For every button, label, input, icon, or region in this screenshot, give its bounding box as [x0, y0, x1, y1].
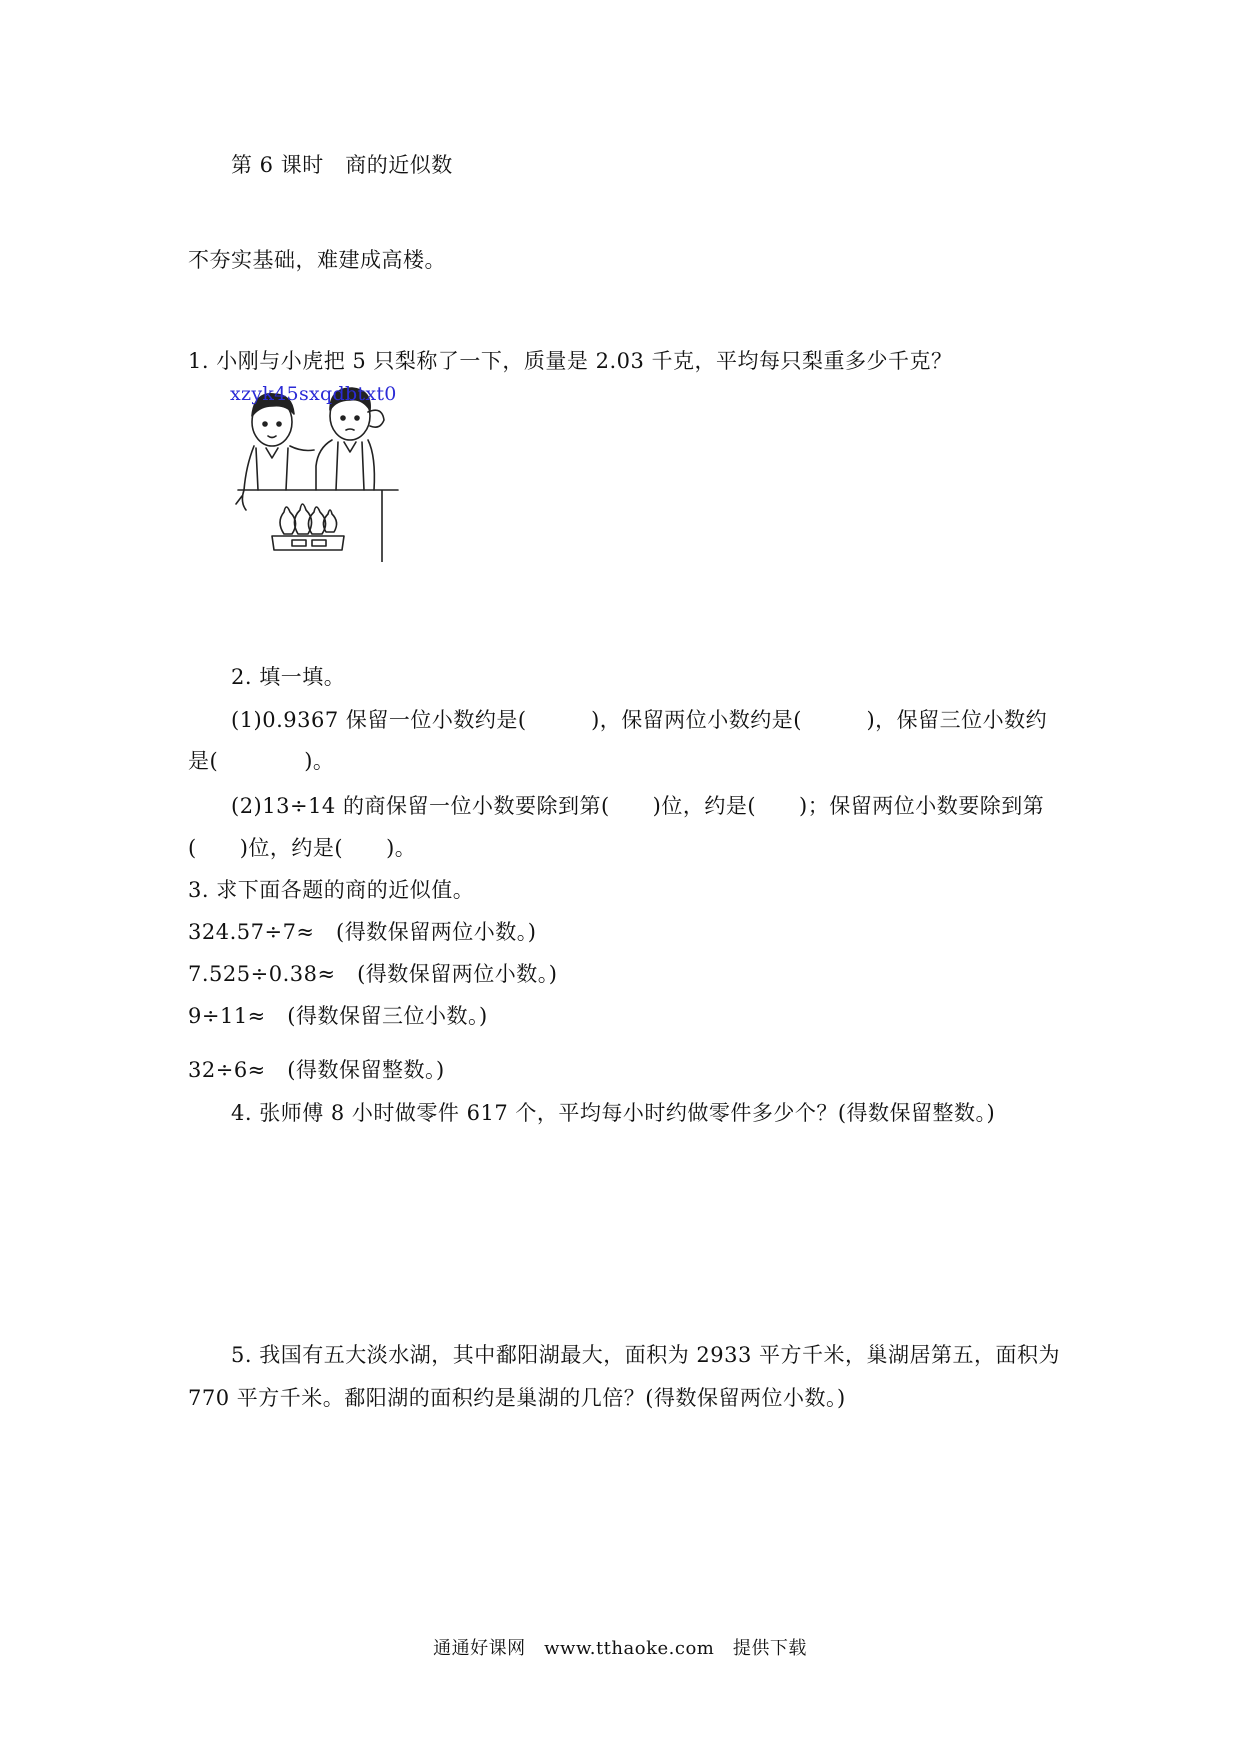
motto: 不夯实基础，难建成高楼。 [188, 248, 446, 272]
question-1: 1. 小刚与小虎把 5 只梨称了一下，质量是 2.03 千克，平均每只梨重多少千克？ [188, 349, 953, 373]
question-3-heading: 3. 求下面各题的商的近似值。 [188, 878, 475, 902]
question-5-line-2: 770 平方千米。鄱阳湖的面积约是巢湖的几倍？(得数保留两位小数。) [188, 1386, 846, 1410]
watermark-code: xzyk45sxqdbtxt0 [230, 383, 397, 405]
footer-source: 通通好课网 www.tthaoke.com 提供下载 [433, 1638, 807, 1659]
question-2-heading: 2. 填一填。 [231, 665, 346, 689]
question-2-part-1-line-1: (1)0.9367 保留一位小数约是( )，保留两位小数约是( )，保留三位小数约 [231, 708, 1048, 732]
question-4: 4. 张师傅 8 小时做零件 617 个，平均每小时约做零件多少个？(得数保留整数。) [231, 1101, 996, 1125]
question-3-item-2: 7.525÷0.38≈ (得数保留两位小数。) [188, 962, 558, 986]
question-3-item-3: 9÷11≈ (得数保留三位小数。) [188, 1004, 488, 1028]
question-5-line-1: 5. 我国有五大淡水湖，其中鄱阳湖最大，面积为 2933 平方千米，巢湖居第五，面积为 [231, 1343, 1061, 1367]
lesson-title: 第 6 课时 商的近似数 [231, 153, 453, 177]
question-2-part-2-line-1: (2)13÷14 的商保留一位小数要除到第( )位，约是( )；保留两位小数要除到第 [231, 794, 1045, 818]
question-3-item-1: 324.57÷7≈ (得数保留两位小数。) [188, 920, 537, 944]
question-2-part-2-line-2: ( )位，约是( )。 [188, 836, 417, 860]
two-boys-weighing-pears-illustration [232, 386, 404, 562]
question-2-part-1-line-2: 是( )。 [188, 749, 335, 773]
question-3-item-4: 32÷6≈ (得数保留整数。) [188, 1058, 445, 1082]
